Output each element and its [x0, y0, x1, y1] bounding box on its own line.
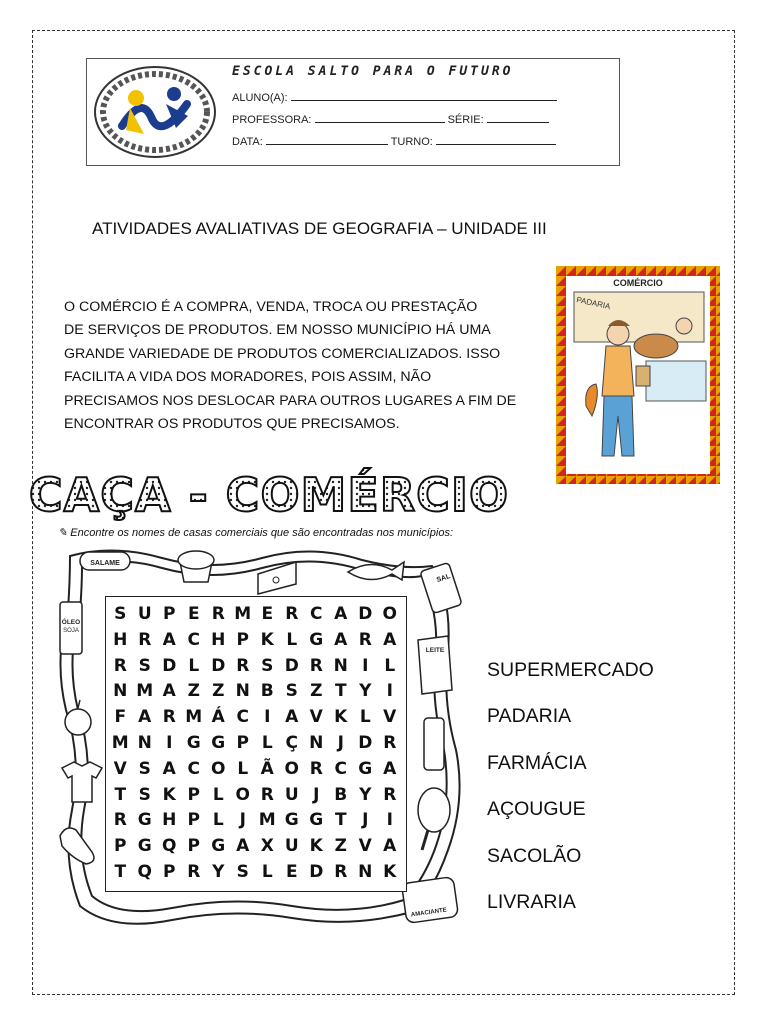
grid-cell[interactable]: C [187, 629, 200, 650]
grid-cell[interactable]: G [137, 836, 152, 857]
grid-cell[interactable]: M [185, 707, 203, 728]
paragraph-line: ENCONTRAR OS PRODUTOS QUE PRECISAMOS. [64, 416, 400, 433]
grid-cell[interactable]: L [384, 655, 396, 676]
grid-cell[interactable]: T [114, 861, 127, 882]
grid-cell[interactable]: U [137, 604, 152, 624]
page-title: ATIVIDADES AVALIATIVAS DE GEOGRAFIA – UNIDADE III [92, 219, 547, 238]
word-item: PADARIA [487, 705, 572, 728]
date-label: DATA: [232, 136, 263, 148]
grid-cell[interactable]: G [186, 732, 201, 753]
grid-cell[interactable]: P [163, 604, 176, 624]
grid-cell[interactable]: T [334, 681, 347, 702]
soy-label: SOJA [63, 628, 79, 634]
instruction-text: Encontre os nomes de casas comerciais que são encontradas nos municípios: [70, 527, 454, 539]
grid-cell[interactable]: C [310, 604, 323, 624]
milk-carton-icon [418, 636, 452, 694]
word-item: SACOLÃO [487, 844, 582, 867]
grid-cell[interactable]: S [138, 758, 151, 779]
grid-cell[interactable]: R [211, 604, 225, 624]
paragraph-line: GRANDE VARIEDADE DE PRODUTOS COMERCIALIZADOS. ISSO [64, 345, 501, 362]
grid-cell[interactable]: Z [310, 681, 323, 702]
illustration-title: COMÉRCIO [613, 278, 663, 288]
grid-cell[interactable]: A [285, 707, 299, 728]
grid-cell[interactable]: E [187, 604, 200, 624]
grid-cell[interactable]: I [264, 707, 271, 728]
grid-cell[interactable]: R [162, 707, 176, 728]
grid-cell[interactable]: Y [212, 861, 225, 882]
grid-cell[interactable]: S [138, 784, 151, 805]
grid-cell[interactable]: H [113, 629, 128, 650]
paragraph-line: FACILITA A VIDA DOS MORADORES, POIS ASSIM, NÃO [64, 369, 432, 386]
salami-label: SALAME [90, 560, 120, 567]
milk-label: LEITE [425, 647, 445, 654]
grade-label: SÉRIE: [447, 114, 484, 126]
grade-blank[interactable] [487, 112, 549, 123]
grid-cell[interactable]: I [386, 810, 393, 831]
grid-cell[interactable]: D [309, 861, 324, 882]
word-item: LIVRARIA [487, 890, 576, 913]
grid-cell[interactable]: N [137, 732, 152, 753]
grid-cell[interactable]: L [212, 810, 224, 831]
grid-cell[interactable]: R [113, 655, 127, 676]
grid-cell[interactable]: O [235, 784, 250, 805]
grid-cell[interactable]: G [309, 629, 324, 650]
grid-cell[interactable]: L [286, 629, 298, 650]
grid-cell[interactable]: A [138, 707, 152, 728]
paragraph-line: DE SERVIÇOS DE PRODUTOS. EM NOSSO MUNICÍPIO HÁ UMA [64, 322, 491, 339]
grid-cell[interactable]: S [138, 655, 151, 676]
grid-cell[interactable]: P [187, 810, 200, 831]
grid-cell[interactable]: A [236, 836, 250, 857]
date-blank[interactable] [266, 134, 388, 145]
grid-cell[interactable]: J [362, 810, 369, 831]
grid-cell[interactable]: M [258, 810, 276, 831]
oil-label: ÓLEO [61, 619, 81, 626]
grid-cell[interactable]: G [211, 836, 226, 857]
grid-cell[interactable]: R [383, 784, 397, 805]
pencil-icon: ✎ [58, 527, 68, 539]
paragraph-line: O COMÉRCIO É A COMPRA, VENDA, TROCA OU PRESTAÇÃO [64, 299, 478, 315]
grid-cell[interactable]: Z [212, 681, 225, 702]
teacher-blank[interactable] [315, 112, 445, 123]
grid-cell[interactable]: N [235, 681, 250, 702]
grid-cell[interactable]: B [334, 784, 348, 805]
grid-cell[interactable]: G [309, 810, 324, 831]
grid-cell[interactable]: Ç [285, 732, 298, 753]
grid-cell[interactable]: R [113, 810, 127, 831]
teacher-label: PROFESSORA: [232, 114, 312, 126]
grid-cell[interactable]: Ã [260, 758, 274, 779]
grid-cell[interactable]: A [383, 629, 397, 650]
grid-cell[interactable]: X [260, 836, 274, 857]
grid-cell[interactable]: N [309, 732, 324, 753]
grid-cell[interactable]: U [284, 784, 299, 805]
grid-cell[interactable]: A [383, 836, 397, 857]
grid-cell[interactable]: N [358, 861, 373, 882]
grid-cell[interactable]: K [383, 861, 397, 882]
grid-cell[interactable]: O [211, 758, 226, 779]
puzzle-title-art [28, 467, 510, 522]
shirt-icon [62, 762, 102, 802]
grid-cell[interactable]: M [111, 732, 129, 753]
salt-label: SAL [435, 573, 452, 585]
grid-cell[interactable]: N [333, 655, 348, 676]
grid-cell[interactable]: Z [334, 836, 347, 857]
grid-cell[interactable]: A [334, 629, 348, 650]
school-logo [92, 64, 218, 160]
grid-cell[interactable]: R [285, 604, 299, 624]
grid-cell[interactable]: T [334, 810, 347, 831]
grid-cell[interactable]: M [234, 604, 252, 624]
grid-cell[interactable]: A [334, 604, 348, 624]
grid-cell[interactable]: V [358, 836, 372, 857]
grid-cell[interactable]: G [211, 732, 226, 753]
grid-cell[interactable]: R [260, 784, 274, 805]
grid-cell[interactable]: R [187, 861, 201, 882]
word-item: FARMÁCIA [487, 751, 587, 774]
grid-cell[interactable]: K [309, 836, 323, 857]
bakery-sign: PADARIA [575, 295, 612, 312]
grid-cell[interactable]: L [261, 732, 273, 753]
grid-cell[interactable]: C [236, 707, 249, 728]
grid-cell[interactable]: C [334, 758, 347, 779]
word-search-grid[interactable] [108, 602, 402, 886]
grid-cell[interactable]: P [114, 836, 127, 857]
grid-cell[interactable]: R [358, 629, 372, 650]
grid-cell[interactable]: L [212, 784, 224, 805]
grid-cell[interactable]: G [284, 810, 299, 831]
grid-cell[interactable]: J [313, 784, 320, 805]
grid-cell[interactable]: D [358, 732, 373, 753]
intro-paragraph [64, 296, 542, 436]
word-item: AÇOUGUE [487, 798, 586, 821]
grid-cell[interactable]: E [285, 861, 298, 882]
commerce-illustration [556, 266, 720, 484]
school-name: ESCOLA SALTO PARA O FUTURO [232, 64, 514, 79]
grid-cell[interactable]: G [358, 758, 373, 779]
grid-cell[interactable]: J [239, 810, 246, 831]
grid-cell[interactable]: R [138, 629, 152, 650]
grid-cell[interactable]: I [362, 655, 369, 676]
grid-cell[interactable]: R [334, 861, 348, 882]
grid-cell[interactable]: V [113, 758, 127, 779]
student-blank[interactable] [291, 90, 557, 101]
shift-label: TURNO: [390, 136, 433, 148]
apple-icon [65, 709, 91, 735]
grid-cell[interactable]: T [114, 784, 127, 805]
word-item: SUPERMERCADO [487, 659, 654, 681]
grid-cell[interactable]: J [337, 732, 344, 753]
puzzle-title: CAÇA - COMÉRCIO [28, 468, 510, 522]
grid-cell[interactable]: P [236, 732, 249, 753]
salt-can-icon [420, 562, 462, 613]
grid-cell[interactable]: E [261, 604, 274, 624]
grid-cell[interactable]: B [260, 681, 274, 702]
grid-cell[interactable]: S [261, 655, 274, 676]
grid-cell[interactable]: U [284, 836, 299, 857]
grid-cell[interactable]: C [187, 758, 200, 779]
grid-cell[interactable]: V [309, 707, 323, 728]
grid-cell[interactable]: K [260, 629, 274, 650]
grid-cell[interactable]: A [162, 681, 176, 702]
grid-cell[interactable]: K [162, 784, 176, 805]
grid-cell[interactable]: Q [137, 861, 152, 882]
grid-cell[interactable]: R [309, 758, 323, 779]
grid-cell[interactable]: D [358, 604, 373, 624]
date-shift-field[interactable] [232, 134, 556, 148]
grid-cell[interactable]: P [236, 629, 249, 650]
grid-cell[interactable]: L [261, 861, 273, 882]
grid-cell[interactable]: A [162, 629, 176, 650]
grid-cell[interactable]: O [284, 758, 299, 779]
grid-cell[interactable]: D [284, 655, 299, 676]
grid-cell[interactable]: H [211, 629, 226, 650]
grid-cell[interactable]: V [383, 707, 397, 728]
grid-cell[interactable]: A [162, 758, 176, 779]
grid-cell[interactable]: L [359, 707, 371, 728]
teacher-grade-field[interactable] [232, 112, 549, 126]
grid-cell[interactable]: L [188, 655, 200, 676]
student-label: ALUNO(A): [232, 92, 288, 104]
grid-cell[interactable]: Z [187, 681, 200, 702]
shoe-icon [60, 828, 94, 864]
grid-cell[interactable]: P [187, 836, 200, 857]
grid-cell[interactable]: S [285, 681, 298, 702]
grid-cell[interactable]: R [383, 732, 397, 753]
grid-cell[interactable]: I [386, 681, 393, 702]
paragraph-line: PRECISAMOS NOS DESLOCAR PARA OUTROS LUGARES A FIM DE [64, 392, 517, 409]
grid-cell[interactable]: F [114, 707, 127, 728]
grid-cell[interactable]: D [211, 655, 226, 676]
grid-cell[interactable]: N [113, 681, 128, 702]
grid-cell[interactable]: Y [359, 681, 372, 702]
word-list [487, 658, 654, 936]
grid-cell[interactable]: I [166, 732, 173, 753]
grid-cell[interactable]: R [309, 655, 323, 676]
grid-cell[interactable]: G [137, 810, 152, 831]
grid-cell[interactable]: D [162, 655, 177, 676]
grid-cell[interactable]: S [236, 861, 249, 882]
grid-cell[interactable]: Á [211, 707, 225, 728]
grid-cell[interactable]: H [162, 810, 177, 831]
grid-cell[interactable]: Q [162, 836, 177, 857]
puzzle-instruction [58, 526, 453, 539]
grid-cell[interactable]: R [236, 655, 250, 676]
grid-cell[interactable]: Y [359, 784, 372, 805]
grid-cell[interactable]: S [114, 604, 127, 624]
grid-cell[interactable]: P [163, 861, 176, 882]
student-field[interactable] [232, 90, 557, 104]
grid-cell[interactable]: P [187, 784, 200, 805]
softener-bottle-icon [401, 877, 458, 924]
grid-cell[interactable]: M [136, 681, 154, 702]
grid-cell[interactable]: O [382, 604, 397, 624]
bottle-icon [424, 718, 444, 770]
softener-label: AMACIANTE [410, 907, 448, 919]
grid-cell[interactable]: L [237, 758, 249, 779]
grid-cell[interactable]: K [334, 707, 348, 728]
grid-cell[interactable]: A [383, 758, 397, 779]
chicken-leg-icon [418, 788, 450, 832]
shift-blank[interactable] [436, 134, 556, 145]
